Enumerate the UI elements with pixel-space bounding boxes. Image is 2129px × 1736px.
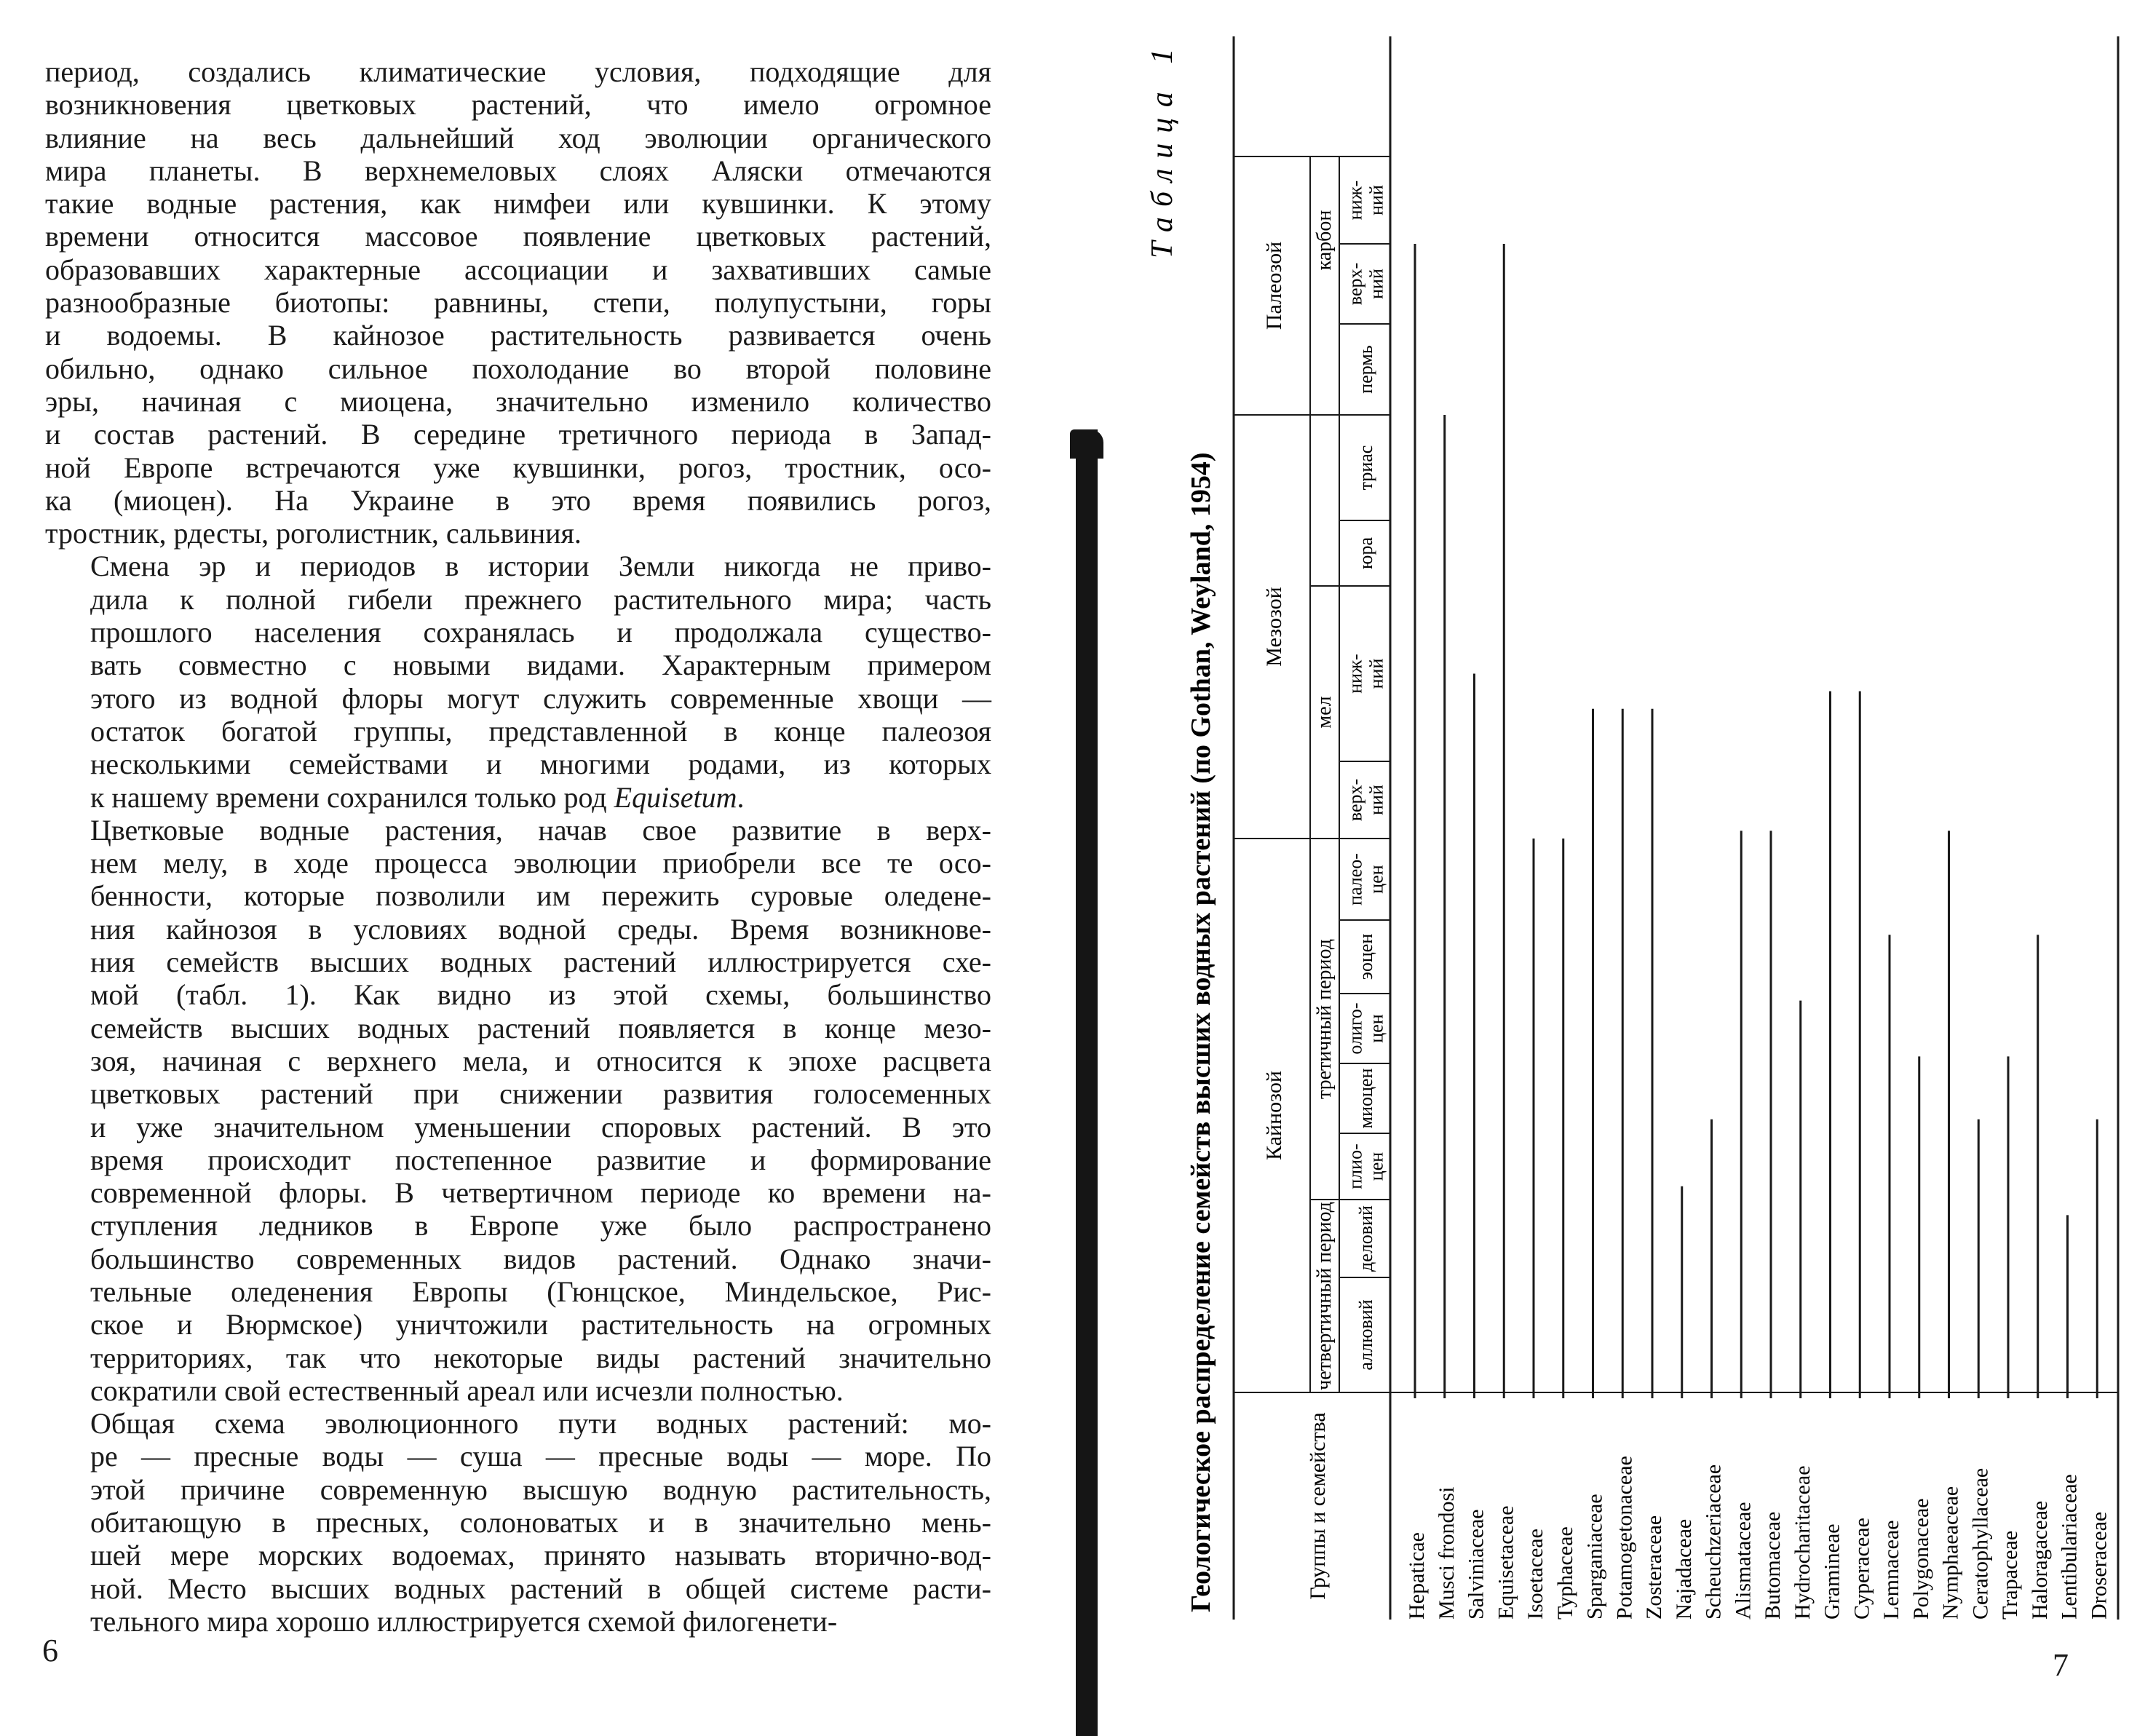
page-number-right: 7 bbox=[2053, 1647, 2069, 1683]
text-line: и уже значительном уменьшении споровых растений. В это bbox=[90, 1110, 991, 1144]
table-headers bbox=[1262, 181, 1387, 1600]
text-line: прошлого населения сохранялась и продолжала существо- bbox=[90, 616, 991, 649]
text-line: зоя, начиная с верхнего мела, и относится к эпохе расцвета bbox=[90, 1044, 991, 1077]
text-line: образовавших характерные ассоциации и захвативших самые bbox=[45, 253, 991, 286]
family-name: Nymphaeaceae bbox=[1938, 1486, 1963, 1620]
rotated-table-page bbox=[1048, 0, 2129, 1736]
text-line: ной Европе встречаются уже кувшинки, рогоз, тростник, осо- bbox=[45, 451, 991, 484]
text-line: сократили свой естественный ареал или исчезли полностью. bbox=[90, 1374, 844, 1407]
text-line: обильно, однако сильное похолодание во второй половине bbox=[45, 352, 991, 385]
text-line: шей мере морских водоемах, принято называть вторично-вод- bbox=[90, 1539, 991, 1572]
table-title: Геологическое распределение семейств высших водных растений (по Gothan, Weyland, 1954) bbox=[1186, 452, 1216, 1612]
text-line: время происходит постепенное развитие и формирование bbox=[90, 1143, 991, 1176]
family-name: Equisetaceae bbox=[1494, 1505, 1518, 1620]
text-line: современной флоры. В четвертичном периоде ко времени на- bbox=[90, 1176, 991, 1210]
family-name: Hepaticae bbox=[1405, 1532, 1429, 1620]
text-line: эры, начиная с миоцена, значительно изменило количество bbox=[45, 384, 991, 418]
text-line: ния семейств высших водных растений иллюстрируется схе- bbox=[90, 946, 991, 979]
epoch-name: миоцен bbox=[1355, 1068, 1376, 1129]
text-line: возникновения цветковых растений, что имело огромное bbox=[45, 88, 991, 122]
text-line: ступления ледников в Европе уже было распространено bbox=[90, 1209, 991, 1242]
text-line: и состав растений. В середине третичного периода в Запад- bbox=[45, 418, 991, 451]
text-line: тельного мира хорошо иллюстрируется схемой филогенети- bbox=[90, 1604, 838, 1638]
paragraph bbox=[45, 55, 991, 550]
epoch-name: юра bbox=[1355, 537, 1376, 569]
epoch-name: ниж-ний bbox=[1344, 180, 1387, 221]
family-name: Lentibulariaceae bbox=[2057, 1474, 2082, 1620]
period-name: третичный период bbox=[1313, 939, 1336, 1099]
text-line: дила к полной гибели прежнего растительного мира; часть bbox=[90, 582, 991, 616]
text-line: ка (миоцен). На Украине в это время появились рогоз, bbox=[45, 483, 991, 517]
body-text bbox=[45, 55, 991, 1638]
text-line: мой (табл. 1). Как видно из этой схемы, большинство bbox=[90, 978, 991, 1012]
paragraph bbox=[45, 1407, 991, 1638]
text-line: и водоемы. В кайнозое растительность развивается очень bbox=[45, 319, 991, 352]
family-name: Ceratophyllaceae bbox=[1968, 1467, 1993, 1620]
epoch-name: плио-цен bbox=[1344, 1144, 1387, 1189]
text-line: Смена эр и периодов в истории Земли никогда не приво- bbox=[90, 550, 991, 583]
epoch-name: ниж-ний bbox=[1344, 654, 1387, 694]
period-name: карбон bbox=[1313, 210, 1336, 271]
table-label: Таблица 1 bbox=[1146, 38, 1179, 258]
epoch-name: олиго-цен bbox=[1344, 1002, 1387, 1055]
text-line: цветковых растений при снижении развития голосеменных bbox=[90, 1077, 991, 1111]
family-name: Hydrocharitaceae bbox=[1790, 1465, 1815, 1620]
text-line: обитающую в пресных, солоноватых и в значительно мень- bbox=[90, 1506, 991, 1539]
text-line: бенности, которые позволили им пережить суровые оледене- bbox=[90, 879, 991, 913]
family-list bbox=[1405, 1456, 2111, 1620]
text-line: Цветковые водные растения, начав свое развитие в верх- bbox=[90, 813, 991, 847]
text-line: мира планеты. В верхнемеловых слоях Аляски отмечаются bbox=[45, 154, 991, 187]
text-line: территориях, так что некоторые виды растений значительно bbox=[90, 1341, 991, 1374]
text-line: влияние на весь дальнейший ход эволюции органического bbox=[45, 121, 991, 154]
text-line: к нашему времени сохранился только род Equisetum. bbox=[90, 780, 745, 814]
paragraph bbox=[45, 814, 991, 1407]
epoch-name: аллювий bbox=[1355, 1299, 1376, 1371]
text-line: ния кайнозоя в условиях водной среды. Время возникнове- bbox=[90, 912, 991, 946]
left-page bbox=[0, 0, 1048, 1736]
stub-header: Группы и семейства bbox=[1306, 1412, 1330, 1600]
text-line: период, создались климатические условия, подходящие для bbox=[45, 55, 991, 88]
epoch-name: верх-ний bbox=[1344, 778, 1387, 822]
text-line: времени относится массовое появление цветковых растений, bbox=[45, 220, 991, 253]
text-line: этой причине современную высшую водную растительность, bbox=[90, 1473, 991, 1506]
text-line: вать совместно с новыми видами. Характерным примером bbox=[90, 649, 991, 682]
text-line: большинство современных видов растений. Однако значи- bbox=[90, 1242, 991, 1275]
text-line: тростник, рдесты, роголистник, сальвиния. bbox=[45, 517, 582, 550]
family-name: Alismataceae bbox=[1731, 1502, 1756, 1620]
family-name: Butomaceae bbox=[1761, 1511, 1785, 1620]
family-name: Droseraceae bbox=[2087, 1511, 2112, 1620]
era-name: Палеозой bbox=[1262, 241, 1286, 330]
text-line: несколькими семействами и многими родами, из которых bbox=[90, 748, 991, 781]
epoch-name: палео-цен bbox=[1344, 853, 1387, 905]
text-line: разнообразные биотопы: равнины, степи, полупустыни, горы bbox=[45, 286, 991, 320]
family-name: Cyperaceae bbox=[1850, 1518, 1874, 1620]
text-line: ной. Место высших водных растений в общей системе расти- bbox=[90, 1571, 991, 1605]
epoch-name: эоцен bbox=[1355, 933, 1376, 980]
genus-name: Equisetum bbox=[614, 780, 737, 814]
epoch-name: верх-ний bbox=[1344, 262, 1387, 306]
family-name: Trapaceae bbox=[1998, 1530, 2022, 1620]
text-line: ское и Вюрмское) уничтожили растительность на огромных bbox=[90, 1308, 991, 1341]
family-name: Gramineae bbox=[1820, 1523, 1844, 1620]
text-line: Общая схема эволюционного пути водных растений: мо- bbox=[90, 1407, 991, 1440]
era-name: Мезозой bbox=[1262, 587, 1286, 667]
text-line: этого из водной флоры могут служить современные хвощи — bbox=[90, 681, 991, 715]
family-name: Isoetaceae bbox=[1523, 1529, 1547, 1620]
page-number-left: 6 bbox=[42, 1633, 58, 1668]
text-line: семейств высших водных растений появляется в конце мезо- bbox=[90, 1011, 991, 1045]
family-name: Najadaceae bbox=[1671, 1518, 1696, 1620]
family-name: Musci frondosi bbox=[1434, 1486, 1459, 1620]
text-line: остаток богатой группы, представленной в конце палеозоя bbox=[90, 714, 991, 748]
family-name: Sparganiaceae bbox=[1582, 1494, 1607, 1620]
text-line: нем мелу, в ходе процесса эволюции приобрели все те осо- bbox=[90, 847, 991, 880]
family-name: Lemnaceae bbox=[1879, 1520, 1903, 1620]
era-name: Кайнозой bbox=[1262, 1071, 1286, 1160]
family-name: Haloragaceae bbox=[2027, 1500, 2052, 1620]
family-name: Potamogetonaceae bbox=[1612, 1456, 1637, 1620]
family-name: Salviniaceae bbox=[1464, 1509, 1488, 1620]
epoch-name: деловий bbox=[1355, 1205, 1376, 1272]
family-name: Zosteraceae bbox=[1642, 1515, 1666, 1620]
family-name: Scheuchzeriaceae bbox=[1701, 1464, 1726, 1620]
text-line: такие водные растения, как нимфеи или кувшинки. К этому bbox=[45, 187, 991, 221]
text-line: тельные оледенения Европы (Гюнцское, Миндельское, Рис- bbox=[90, 1275, 991, 1308]
text-line: ре — пресные воды — суша — пресные воды — море. По bbox=[90, 1440, 991, 1473]
period-name: четвертичный период bbox=[1313, 1202, 1336, 1390]
epoch-name: пермь bbox=[1355, 345, 1376, 394]
family-name: Polygonaceae bbox=[1908, 1498, 1933, 1620]
epoch-name: триас bbox=[1355, 445, 1376, 491]
range-bars bbox=[1415, 244, 2097, 1398]
period-name: мел bbox=[1313, 696, 1336, 729]
paragraph bbox=[45, 550, 991, 813]
family-name: Typhaceae bbox=[1553, 1526, 1577, 1620]
right-page bbox=[1048, 0, 2129, 1736]
